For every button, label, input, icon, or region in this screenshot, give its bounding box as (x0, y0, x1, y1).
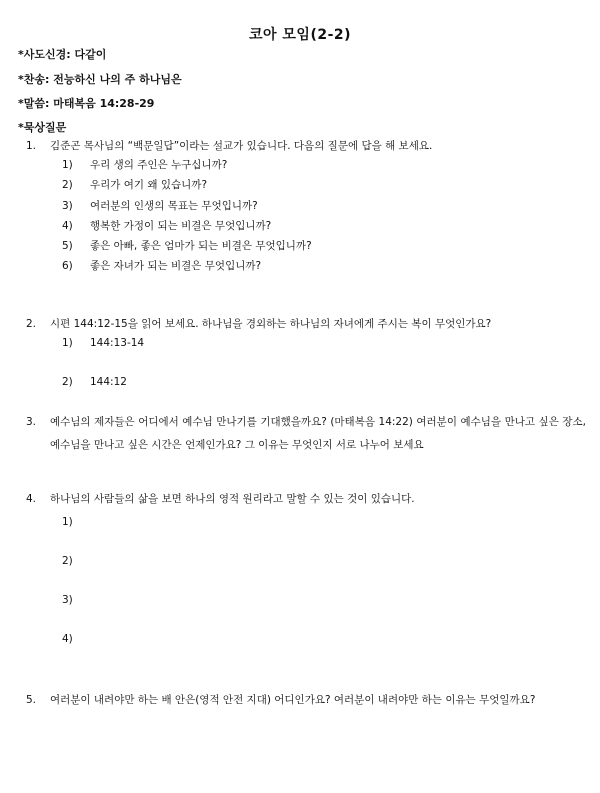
question-5 (26, 689, 586, 712)
meditation-heading: *묵상질문 (18, 121, 67, 134)
question-number: 5. (26, 694, 37, 706)
question-number: 2. (26, 318, 37, 330)
question-number: 1. (26, 140, 37, 152)
question-text: 하나님의 사람들의 삶을 보면 하나의 영적 원리라고 말할 수 있는 것이 있습니다. (50, 493, 415, 505)
question-text: 여러분이 내려야만 하는 배 안은(영적 안전 지대) 어디인가요? 여러분이 내려야만 하는 이유는 무엇일까요? (50, 694, 536, 706)
question-number: 4. (26, 493, 37, 505)
question-text: 시편 144:12-15을 읽어 보세요. 하나님을 경외하는 하나님의 자녀에게 주시는 복이 무엇인가요? (50, 318, 492, 330)
question-number: 3. (26, 416, 37, 428)
question-text: 예수님의 제자들은 어디에서 예수님 만나기를 기대했을까요? (마태복음 14:22) 여러분이 예수님을 만나고 싶은 장소, 예수님을 만나고 싶은 시간은 언제인가요? 그 이유는 무엇인지 서로 나누어 보세요 (50, 416, 586, 451)
question-1 (26, 135, 586, 158)
question-4 (26, 488, 586, 511)
page-title: 코아 모임(2-2) (248, 27, 352, 43)
question-text: 김준곤 목사님의 “백문일답”이라는 설교가 있습니다. 다음의 질문에 답을 해 보세요. (50, 140, 433, 152)
hymn-line: *찬송: 전능하신 나의 주 하나님은 (18, 73, 182, 86)
worksheet-page: 코아 모임(2-2) *사도신경: 다같이 *찬송: 전능하신 나의 주 하나님은 *말씀: 마태복음 14:28-29 *묵상질문 1. 김준곤 목사님의 “백문일답”이라는 설교가 있습니다. 다음의 질문에 답을 해 보세요. 1) 우리 생의 주인은 누구십니까? 2) 우리가 여기 왜 있습니까? 3) 여러분의 인생의 목표는 무엇입니까? 4) 행복한 가정이 되는 비결은 무엇입니까? 5) 좋은 아빠, 좋은 엄마가 되는 비결은 무엇입니까? 6) 좋은 자녀가 되는 비결은 무엇입니까? 2. 시편 144:12-15을 읽어 보세요. 하나님을 경외하는 하나님의 자녀에게 주시는 복이 무엇인가요? 1) 144:13-14 2) 144:12 3. 예수님의 제자들은 어디에서 예수님 만나기를 기대했을까요? (마태복음 14:22) 여러분이 예수님을 만나고 싶은 장소, 예수님을 만나고 싶은 시간은 언제인가요? 그 이유는 무엇인지 서로 나누어 보세요 4. 하나님의 사람들의 삶을 보면 하나의 영적 원리라고 말할 수 있는 것이 있습니다. 1) 2) 3) 4) 5. 여러분이 내려야만 하는 배 안은(영적 안전 지대) 어디인가요? 여러분이 내려야만 하는 이유는 무엇일까요? (0, 0, 600, 793)
question-3 (26, 411, 586, 457)
apostles-creed-line: *사도신경: 다같이 (18, 48, 107, 61)
scripture-line: *말씀: 마태복음 14:28-29 (18, 97, 155, 110)
question-2 (26, 313, 586, 336)
